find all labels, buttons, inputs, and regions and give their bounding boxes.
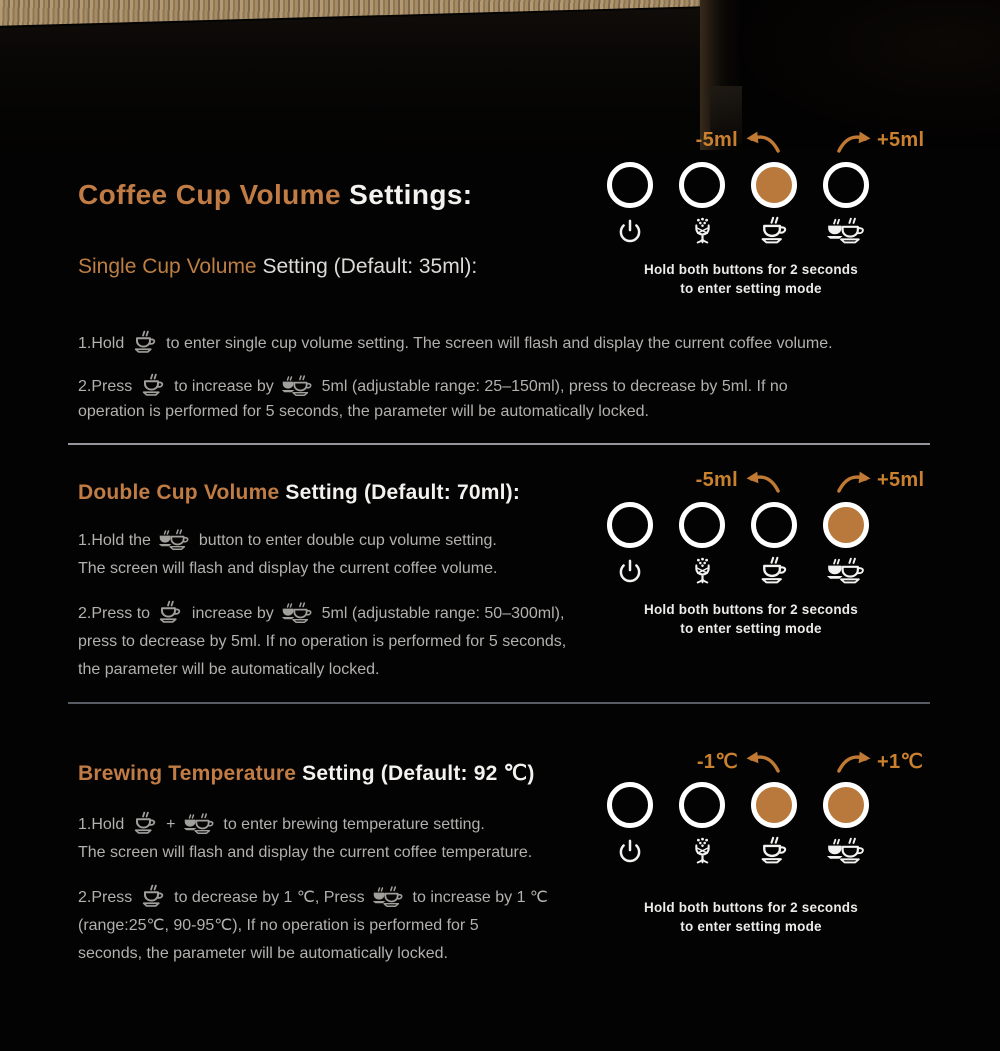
- heading-rest: Setting (Default: 70ml):: [279, 481, 521, 504]
- button-circle: [751, 782, 797, 828]
- power-icon: [617, 837, 643, 865]
- double-cup-icon: [826, 836, 867, 866]
- decrease-label: -5ml: [695, 129, 738, 151]
- caption-line1: Hold both buttons for 2 seconds: [644, 262, 858, 277]
- heading-rest: Setting (Default: 92 ℃): [296, 762, 535, 785]
- button-row: [600, 782, 940, 867]
- single-cup-button-illustration: [751, 782, 797, 867]
- double-cup-icon: [183, 812, 216, 836]
- instruction-step: 1.Hold the button to enter double cup volume setting. The screen will flash and display the current coffee volume.: [78, 527, 658, 583]
- page-title-rest: Settings:: [340, 179, 473, 210]
- double-cup-icon: [158, 528, 191, 552]
- decrease-label: -1℃: [696, 751, 738, 773]
- section-heading-double-cup: [78, 481, 520, 505]
- section-divider: [68, 702, 930, 704]
- button-circle: [751, 502, 797, 548]
- power-icon: [617, 217, 643, 245]
- section-divider: [68, 443, 930, 445]
- cup-icon: [140, 884, 167, 909]
- brewing-temperature-instructions: [78, 811, 658, 985]
- button-circle: [823, 502, 869, 548]
- curved-arrow-left-icon: [744, 128, 780, 155]
- section-heading-single-cup: [78, 255, 477, 279]
- caption-line2: to enter setting mode: [680, 621, 822, 636]
- frother-icon: [688, 556, 717, 586]
- instruction-step: 1.Hold + to enter brewing temperature setting. The screen will flash and display the current coffee temperature.: [78, 811, 658, 867]
- instruction-step: 2.Press to decrease by 1 ℃, Press to increase by 1 ℃ (range:25℃, 90-95℃), If no operation is performed for 5 seconds, the parameter will be automatically locked.: [78, 884, 658, 968]
- double-cup-button-illustration: [823, 502, 869, 587]
- page-title: [78, 179, 473, 211]
- button-circle: [679, 782, 725, 828]
- double-cup-icon: [826, 216, 867, 246]
- frother-button-illustration: [679, 782, 725, 867]
- button-row: [600, 162, 940, 247]
- frother-icon: [688, 216, 717, 246]
- cup-icon: [132, 330, 159, 355]
- button-circle: [607, 782, 653, 828]
- increase-label: +1℃: [877, 751, 924, 773]
- decrease-label: -5ml: [695, 469, 738, 491]
- cup-icon: [157, 600, 184, 625]
- button-circle: [607, 502, 653, 548]
- double-cup-button-illustration: [823, 782, 869, 867]
- single-cup-instructions: [78, 330, 962, 441]
- increase-label: +5ml: [877, 469, 925, 491]
- frother-button-illustration: [679, 502, 725, 587]
- cup-icon: [758, 556, 791, 586]
- adjust-arrows: [600, 126, 940, 160]
- button-row: [600, 502, 940, 587]
- power-button-illustration: [607, 782, 653, 867]
- frother-button-illustration: [679, 162, 725, 247]
- cup-icon: [132, 811, 159, 836]
- page-title-accent: Coffee Cup Volume: [78, 179, 341, 210]
- double-cup-button-diagram: [600, 466, 940, 638]
- increase-label: +5ml: [877, 129, 925, 151]
- instruction-step: 2.Press to increase by 5ml (adjustable range: 50–300ml), press to decrease by 5ml. If no operation is performed for 5 seconds, the parameter will be automatically locked.: [78, 600, 658, 684]
- button-circle: [679, 162, 725, 208]
- button-circle: [823, 162, 869, 208]
- button-circle: [679, 502, 725, 548]
- double-cup-icon: [281, 601, 314, 625]
- cup-icon: [758, 216, 791, 246]
- instruction-step: 1.Hold to enter single cup volume setting. The screen will flash and display the current coffee volume.: [78, 330, 962, 356]
- double-cup-icon: [372, 885, 405, 909]
- caption-line1: Hold both buttons for 2 seconds: [644, 602, 858, 617]
- heading-rest: Setting (Default: 35ml):: [256, 255, 478, 278]
- heading-accent: Double Cup Volume: [78, 481, 280, 504]
- adjust-arrows: [600, 466, 940, 500]
- caption-line2: to enter setting mode: [680, 281, 822, 296]
- double-cup-icon: [826, 556, 867, 586]
- diagram-caption: [600, 260, 902, 298]
- heading-accent: Single Cup Volume: [78, 255, 257, 278]
- button-circle: [751, 162, 797, 208]
- curved-arrow-left-icon: [744, 748, 780, 775]
- curved-arrow-right-icon: [837, 468, 873, 495]
- diagram-caption: [600, 600, 902, 638]
- single-cup-button-diagram: [600, 126, 940, 298]
- caption-line1: Hold both buttons for 2 seconds: [644, 900, 858, 915]
- power-button-illustration: [607, 162, 653, 247]
- power-button-illustration: [607, 502, 653, 587]
- curved-arrow-right-icon: [837, 748, 873, 775]
- button-circle: [823, 782, 869, 828]
- curved-arrow-right-icon: [837, 128, 873, 155]
- power-icon: [617, 557, 643, 585]
- cup-icon: [140, 373, 167, 398]
- double-cup-icon: [281, 374, 314, 398]
- single-cup-button-illustration: [751, 162, 797, 247]
- double-cup-instructions: [78, 527, 658, 701]
- adjust-arrows: [600, 746, 940, 780]
- single-cup-button-illustration: [751, 502, 797, 587]
- dark-wall-panel: [0, 8, 704, 150]
- caption-line2: to enter setting mode: [680, 919, 822, 934]
- brewing-temperature-button-diagram: [600, 746, 940, 936]
- frother-icon: [688, 836, 717, 866]
- heading-accent: Brewing Temperature: [78, 762, 297, 785]
- section-heading-brewing-temperature: [78, 761, 535, 786]
- instruction-step: 2.Press to increase by 5ml (adjustable range: 25–150ml), press to decrease by 5ml. If no operation is performed for 5 seconds, the parameter will be automatically locked.: [78, 373, 962, 424]
- button-circle: [607, 162, 653, 208]
- curved-arrow-left-icon: [744, 468, 780, 495]
- diagram-caption: [600, 898, 902, 936]
- cup-icon: [758, 836, 791, 866]
- double-cup-button-illustration: [823, 162, 869, 247]
